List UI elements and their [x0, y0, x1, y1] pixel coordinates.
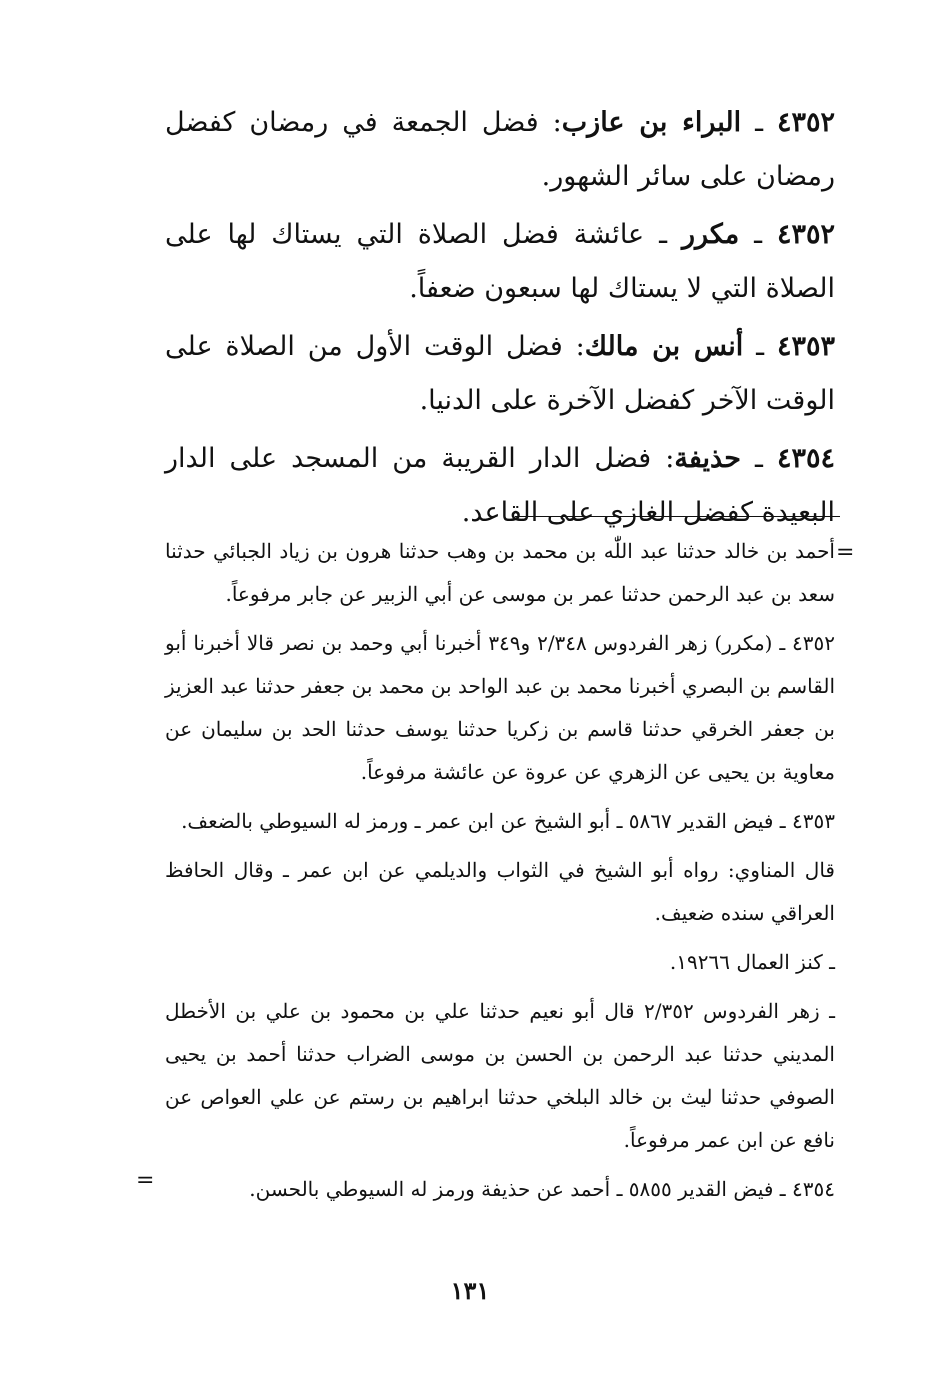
hadith-entry [165, 208, 835, 316]
footnote: قال المناوي: رواه أبو الشيخ في الثواب والديلمي عن ابن عمر ـ وقال الحافظ العراقي سنده ضعيف. [165, 858, 835, 925]
footnote-separator-line [515, 516, 840, 517]
entry-colon: : [562, 331, 585, 362]
entry-text: عائشة فضل الصلاة التي يستاك لها على الصلاة التي لا يستاك لها سبعون ضعفاً. [165, 219, 835, 304]
entry-number: ٤٣٥٣ [776, 331, 835, 362]
entry-narrator: حذيفة [674, 443, 741, 474]
main-hadith-text [165, 96, 835, 544]
hadith-entry [165, 320, 835, 428]
entry-dash: ـ [740, 443, 777, 474]
entry-dash: ـ [644, 219, 682, 250]
entry-dash: ـ [741, 107, 777, 138]
entry-text: فضل الجمعة في رمضان كفضل رمضان على سائر الشهور. [165, 107, 835, 192]
continued-next-page-marker: = [136, 1168, 155, 1193]
entry-dash: ـ [743, 331, 777, 362]
continuation-marker: = [836, 540, 855, 565]
hadith-entry [165, 96, 835, 204]
entry-text: فضل الوقت الأول من الصلاة على الوقت الآخر كفضل الآخرة على الدنيا. [165, 331, 835, 416]
footnote: ـ زهر الفردوس ٢/٣٥٢ قال أبو نعيم حدثنا علي بن محمود بن علي بن الأخطل المديني حدثنا عبد الرحمن بن الحسن بن موسى الضراب حدثنا أحمد بن يحيى الصوفي حدثنا ليث بن خالد البلخي حدثنا ابراهيم بن رستم عن علي العواص عن نافع عن ابن عمر مرفوعاً. [165, 999, 835, 1152]
footnote: ـ كنز العمال ١٩٢٦٦. [669, 950, 835, 974]
entry-colon: : [651, 443, 675, 474]
entry-number: ٤٣٥٤ [776, 443, 835, 474]
entry-number: ٤٣٥٢ [776, 107, 835, 138]
entry-narrator: البراء بن عازب [561, 107, 742, 138]
entry-narrator: مكرر [681, 219, 740, 250]
footnote: أحمد بن خالد حدثنا عبد اللّٰه بن محمد بن وهب حدثنا هرون بن زياد الجبائي حدثنا سعد بن عبد الرحمن حدثنا عمر بن موسى عن أبي الزبير عن جابر مرفوعاً. [165, 539, 835, 606]
entry-number: ٤٣٥٢ [777, 219, 836, 250]
entry-dash: ـ [739, 219, 778, 250]
entry-narrator: أنس بن مالك [584, 331, 744, 362]
footnote: ٤٣٥٣ ـ فيض القدير ٥٨٦٧ ـ أبو الشيخ عن ابن عمر ـ ورمز له السيوطي بالضعف. [181, 809, 835, 833]
footnotes-section [165, 530, 835, 1217]
footnote: ٤٣٥٢ ـ (مكرر) زهر الفردوس ٢/٣٤٨ و٣٤٩ أخبرنا أبي وحمد بن نصر قالا أخبرنا أبو القاسم بن البصري أخبرنا محمد بن عبد الواحد بن محمد بن جعفر حدثنا عبد العزيز بن جعفر الخرقي حدثنا قاسم بن زكريا حدثنا يوسف حدثنا الحد بن سليمان عن معاوية بن يحيى عن الزهري عن عروة عن عائشة مرفوعاً. [165, 631, 836, 784]
page-number: ١٣١ [450, 1276, 490, 1305]
footnote: ٤٣٥٤ ـ فيض القدير ٥٨٥٥ ـ أحمد عن حذيفة ورمز له السيوطي بالحسن. [249, 1177, 835, 1201]
hadith-entry [165, 432, 835, 540]
entry-colon: : [538, 107, 562, 138]
entry-text: فضل الدار القريبة من المسجد على الدار البعيدة كفضل الغازي على القاعد. [165, 443, 835, 528]
